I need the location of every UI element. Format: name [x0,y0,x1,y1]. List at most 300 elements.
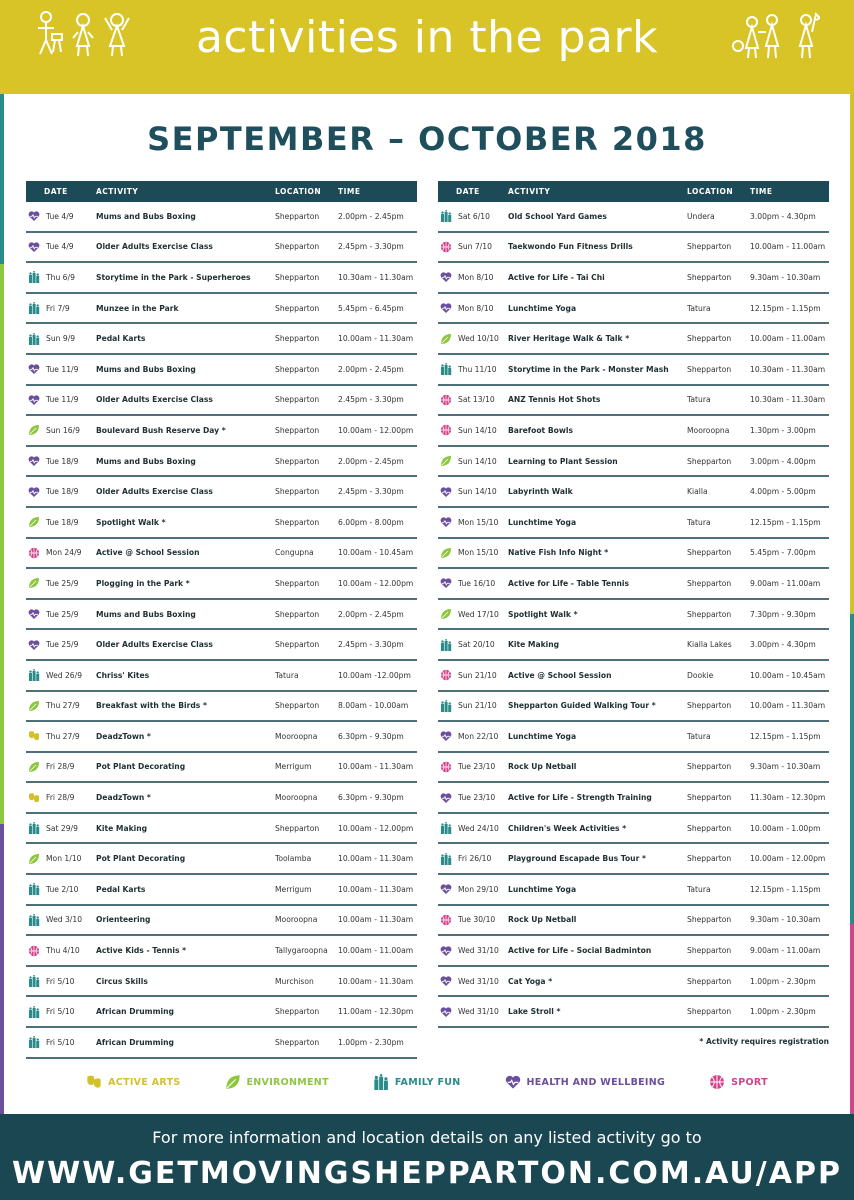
row-time: 10.30am - 11.30am [750,395,826,405]
registration-note: * Activity requires registration [699,1037,829,1046]
row-time: 10.00am -12.00pm [338,670,411,680]
row-time: 2.00pm - 2.45pm [338,364,404,374]
column-header-time: TIME [750,187,773,196]
table-row [438,324,829,355]
row-activity: Pot Plant Decorating [96,854,186,864]
row-activity: Storytime in the Park - Monster Mash [508,364,669,374]
table-row [26,294,417,325]
row-time: 10.00am - 11.30am [338,854,414,864]
family-icon [440,822,452,834]
row-time: 10.00am - 11.30am [338,884,414,894]
row-location: Shepparton [687,854,732,864]
row-date-text: Wed 17/10 [458,609,499,619]
row-date-text: Mon 8/10 [458,303,494,313]
row-date [438,639,508,651]
row-date-text: Mon 29/10 [458,884,499,894]
row-activity: Older Adults Exercise Class [96,640,213,650]
legend-item [373,1074,461,1090]
row-activity: Barefoot Bowls [508,425,573,435]
row-activity: Rock Up Netball [508,915,577,925]
row-date [26,914,96,926]
table-row [438,844,829,875]
row-date [26,394,96,406]
row-activity: Kite Making [508,640,560,650]
heart-pulse-icon [440,792,452,804]
row-time: 10.00am - 11.30am [338,334,414,344]
table-row [26,967,417,998]
row-date-text: Tue 25/9 [46,609,79,619]
family-icon [440,700,452,712]
table-row [26,447,417,478]
row-date [26,608,96,620]
leaf-icon [440,455,452,467]
row-location: Merrigum [275,884,312,894]
row-activity: Spotlight Walk * [508,609,578,619]
row-activity: Lunchtime Yoga [508,731,577,741]
row-location: Shepparton [275,242,320,252]
table-row [438,416,829,447]
row-activity: African Drumming [96,1007,174,1017]
row-date-text: Tue 2/10 [46,884,79,894]
row-activity: Chriss' Kites [96,670,150,680]
table-row [438,508,829,539]
row-date-text: Tue 18/9 [46,456,79,466]
legend-item [86,1074,180,1090]
row-date-text: Thu 11/10 [458,364,497,374]
row-location: Shepparton [275,640,320,650]
row-activity: Children's Week Activities * [508,823,627,833]
row-date-text: Sat 29/9 [46,823,78,833]
heart-pulse-icon [28,608,40,620]
table-row [26,600,417,631]
legend-label: SPORT [731,1076,768,1088]
row-location: Shepparton [687,242,732,252]
row-activity: Orienteering [96,915,151,925]
heart-pulse-icon [440,302,452,314]
row-date-text: Tue 18/9 [46,487,79,497]
row-date-text: Mon 15/10 [458,517,499,527]
row-location: Dookie [687,670,714,680]
row-time: 11.00am - 12.30pm [338,1007,414,1017]
leaf-icon [28,761,40,773]
banner-figures-right [728,10,820,62]
row-activity: Mums and Bubs Boxing [96,609,196,619]
row-date [438,945,508,957]
heart-pulse-icon [28,394,40,406]
family-icon [440,363,452,375]
row-activity: Active for Life - Strength Training [508,793,652,803]
row-date-text: Mon 22/10 [458,731,499,741]
row-date-text: Wed 31/10 [458,976,499,986]
row-time: 9.30am - 10.30am [750,915,821,925]
row-date-text: Tue 23/10 [458,793,496,803]
table-row [26,997,417,1028]
family-icon [28,271,40,283]
right-accent-strip [850,614,854,924]
row-activity: Pedal Karts [96,334,146,344]
row-date [438,333,508,345]
family-icon [28,1036,40,1048]
table-row [438,936,829,967]
row-date [438,516,508,528]
row-date [26,1036,96,1048]
heart-pulse-icon [28,455,40,467]
row-location: Shepparton [275,701,320,711]
family-icon [440,639,452,651]
row-date [26,333,96,345]
row-date [438,975,508,987]
column-header-location: LOCATION [687,187,734,196]
leaf-icon [440,608,452,620]
family-icon [28,1006,40,1018]
row-location: Kialla [687,487,708,497]
family-icon [28,883,40,895]
table-row [26,569,417,600]
family-icon [440,210,452,222]
row-time: 10.00am - 11.30am [338,976,414,986]
row-date-text: Sun 21/10 [458,670,497,680]
row-date [438,547,508,559]
row-time: 8.00am - 10.00am [338,701,409,711]
row-activity: Spotlight Walk * [96,517,166,527]
row-activity: Lake Stroll * [508,1007,561,1017]
family-icon [28,302,40,314]
row-date [26,853,96,865]
row-date [26,639,96,651]
row-location: Kialla Lakes [687,640,732,650]
row-activity: Older Adults Exercise Class [96,395,213,405]
row-activity: Kite Making [96,823,148,833]
row-date-text: Mon 15/10 [458,548,499,558]
row-activity: Lunchtime Yoga [508,303,577,313]
row-date-text: Wed 3/10 [46,915,83,925]
row-date [438,792,508,804]
row-date-text: Wed 24/10 [458,823,499,833]
left-accent-strip [0,264,4,824]
row-date-text: Tue 25/9 [46,640,79,650]
row-activity: Shepparton Guided Walking Tour * [508,701,656,711]
row-activity: Mums and Bubs Boxing [96,364,196,374]
row-date-text: Sun 16/9 [46,425,80,435]
row-time: 10.00am - 11.00am [750,242,826,252]
row-date-text: Tue 30/10 [458,915,496,925]
row-activity: Old School Yard Games [508,211,607,221]
row-time: 3.00pm - 4.30pm [750,211,816,221]
table-row [26,233,417,264]
row-date-text: Sun 7/10 [458,242,492,252]
row-time: 5.45pm - 7.00pm [750,548,816,558]
heart-pulse-icon [28,241,40,253]
row-date [26,822,96,834]
ball-icon [440,424,452,436]
drama-masks-icon [28,792,40,804]
schedule-table-left [26,181,417,1059]
row-date [438,730,508,742]
row-location: Shepparton [687,915,732,925]
row-date [26,486,96,498]
row-time: 10.00am - 12.00pm [338,823,414,833]
footer-info-text: For more information and location details on any listed activity go to [152,1128,702,1147]
row-date-text: Thu 4/10 [46,946,80,956]
row-location: Shepparton [275,609,320,619]
row-location: Shepparton [275,517,320,527]
table-row [26,783,417,814]
row-location: Shepparton [687,1007,732,1017]
right-accent-strip [850,94,854,614]
row-date-text: Mon 1/10 [46,854,82,864]
drama-masks-icon [86,1074,102,1090]
table-row [26,936,417,967]
row-location: Shepparton [687,793,732,803]
row-location: Shepparton [275,395,320,405]
row-date [26,241,96,253]
row-date-text: Fri 28/9 [46,762,75,772]
row-time: 7.30pm - 9.30pm [750,609,816,619]
ball-icon [28,547,40,559]
row-time: 5.45pm - 6.45pm [338,303,404,313]
row-time: 9.30am - 10.30am [750,762,821,772]
row-date [26,761,96,773]
row-location: Shepparton [275,334,320,344]
ball-icon [440,914,452,926]
table-row [438,661,829,692]
row-time: 10.30am - 11.30am [750,364,826,374]
row-location: Shepparton [687,272,732,282]
row-time: 12.15pm - 1.15pm [750,517,821,527]
row-activity: Active for Life - Tai Chi [508,272,605,282]
row-activity: Boulevard Bush Reserve Day * [96,425,226,435]
heart-pulse-icon [440,271,452,283]
column-header-time: TIME [338,187,361,196]
heart-pulse-icon [440,945,452,957]
heart-pulse-icon [28,486,40,498]
table-row [438,997,829,1028]
row-date [438,761,508,773]
category-legend [0,1074,854,1090]
row-location: Tatura [275,670,299,680]
row-time: 1.00pm - 2.30pm [338,1037,404,1047]
row-date-text: Fri 26/10 [458,854,492,864]
row-location: Shepparton [275,578,320,588]
row-activity: Active @ School Session [508,670,612,680]
table-row [438,386,829,417]
row-location: Shepparton [687,578,732,588]
row-time: 2.00pm - 2.45pm [338,609,404,619]
row-date [26,945,96,957]
footer-website-link[interactable]: WWW.GETMOVINGSHEPPARTON.COM.AU/APP [12,1156,842,1191]
row-time: 1.00pm - 2.30pm [750,1007,816,1017]
row-time: 10.00am - 11.00am [750,334,826,344]
row-activity: Playground Escapade Bus Tour * [508,854,646,864]
row-date [438,241,508,253]
row-date-text: Thu 27/9 [46,701,80,711]
header-banner [0,0,854,94]
row-time: 1.00pm - 2.30pm [750,976,816,986]
table-row [26,263,417,294]
row-location: Mooroopna [275,731,318,741]
row-time: 2.00pm - 2.45pm [338,456,404,466]
row-date [26,363,96,375]
row-location: Shepparton [687,609,732,619]
leaf-icon [28,516,40,528]
row-activity: Labyrinth Walk [508,487,573,497]
table-row [438,294,829,325]
page-title: SEPTEMBER – OCTOBER 2018 [147,120,707,158]
ball-icon [440,241,452,253]
row-location: Shepparton [687,823,732,833]
row-time: 3.00pm - 4.00pm [750,456,816,466]
table-row [26,692,417,723]
row-time: 6.30pm - 9.30pm [338,731,404,741]
row-date [26,271,96,283]
row-time: 10.00am - 12.00pm [750,854,826,864]
row-location: Shepparton [687,364,732,374]
row-date [438,271,508,283]
table-row [26,875,417,906]
table-row [26,722,417,753]
row-date-text: Tue 4/9 [46,242,74,252]
row-time: 10.00am - 1.00pm [750,823,821,833]
row-date-text: Sat 20/10 [458,640,495,650]
row-date-text: Tue 23/10 [458,762,496,772]
row-time: 12.15pm - 1.15pm [750,303,821,313]
row-date-text: Sat 6/10 [458,211,490,221]
row-location: Shepparton [687,976,732,986]
row-date-text: Tue 18/9 [46,517,79,527]
column-header-date: DATE [456,187,480,196]
row-location: Shepparton [687,701,732,711]
row-date-text: Wed 31/10 [458,1007,499,1017]
row-activity: DeadzTown * [96,793,151,803]
heart-pulse-icon [440,516,452,528]
row-date-text: Thu 6/9 [46,272,75,282]
legend-item [709,1074,768,1090]
row-location: Tatura [687,884,711,894]
row-date-text: Tue 16/10 [458,578,496,588]
row-location: Tatura [687,731,711,741]
table-row [438,539,829,570]
row-date-text: Sun 14/10 [458,487,497,497]
row-activity: Active @ School Session [96,548,200,558]
row-location: Merrigum [275,762,312,772]
row-location: Shepparton [275,1007,320,1017]
row-location: Shepparton [687,456,732,466]
row-location: Shepparton [275,1037,320,1047]
table-row [438,906,829,937]
heart-pulse-icon [440,883,452,895]
row-date [438,700,508,712]
table-row [438,722,829,753]
row-activity: Taekwondo Fun Fitness Drills [508,242,633,252]
row-activity: African Drumming [96,1037,174,1047]
ball-icon [709,1074,725,1090]
table-row [26,202,417,233]
row-activity: Breakfast with the Birds * [96,701,207,711]
row-date-text: Fri 5/10 [46,976,75,986]
table-row [438,202,829,233]
legend-label: ENVIRONMENT [246,1076,329,1088]
row-activity: ANZ Tennis Hot Shots [508,395,601,405]
row-time: 10.00am - 12.00pm [338,425,414,435]
ball-icon [440,761,452,773]
row-date-text: Wed 10/10 [458,334,499,344]
flag-person-icon [794,10,820,62]
row-date-text: Sat 13/10 [458,395,495,405]
row-location: Shepparton [275,823,320,833]
heart-pulse-icon [440,577,452,589]
legend-item [505,1074,666,1090]
row-location: Mooroopna [275,915,318,925]
leaf-icon [440,333,452,345]
leaf-icon [28,424,40,436]
row-activity: Active for Life - Table Tennis [508,578,630,588]
schedule-table-right [438,181,829,1028]
table-row [26,416,417,447]
row-activity: Mums and Bubs Boxing [96,211,196,221]
row-date [26,577,96,589]
row-date-text: Sun 14/10 [458,425,497,435]
row-date [438,914,508,926]
row-date [438,853,508,865]
row-location: Shepparton [687,334,732,344]
column-header-date: DATE [44,187,68,196]
table-row [438,753,829,784]
heart-pulse-icon [28,363,40,375]
table-row [438,967,829,998]
table-row [438,630,829,661]
row-date-text: Fri 5/10 [46,1007,75,1017]
row-date [26,424,96,436]
leaf-icon [440,547,452,559]
table-row [438,814,829,845]
row-date [26,516,96,528]
row-location: Murchison [275,976,314,986]
table-row [26,814,417,845]
row-activity: Older Adults Exercise Class [96,242,213,252]
row-time: 4.00pm - 5.00pm [750,487,816,497]
row-activity: River Heritage Walk & Talk * [508,334,630,344]
row-time: 10.00am - 12.00pm [338,578,414,588]
heart-pulse-icon [505,1074,521,1090]
row-date-text: Wed 26/9 [46,670,83,680]
table-row [26,630,417,661]
row-activity: Munzee in the Park [96,303,179,313]
row-location: Shepparton [275,272,320,282]
row-date [26,975,96,987]
row-activity: Active Kids - Tennis * [96,946,187,956]
row-location: Shepparton [687,762,732,772]
row-location: Mooroopna [687,425,730,435]
family-icon [440,853,452,865]
row-date-text: Fri 5/10 [46,1037,75,1047]
row-date [438,210,508,222]
row-date [438,363,508,375]
row-activity: Learning to Plant Session [508,456,618,466]
row-activity: Active for Life - Social Badminton [508,946,652,956]
row-time: 6.30pm - 9.30pm [338,793,404,803]
row-date [438,883,508,895]
column-header-location: LOCATION [275,187,322,196]
row-time: 2.00pm - 2.45pm [338,211,404,221]
ball-icon [440,394,452,406]
row-time: 2.45pm - 3.30pm [338,395,404,405]
legend-label: HEALTH AND WELLBEING [526,1076,666,1088]
row-location: Shepparton [687,548,732,558]
row-location: Toolamba [275,854,312,864]
table-header [26,181,417,202]
row-date [26,547,96,559]
footer [0,1114,854,1200]
